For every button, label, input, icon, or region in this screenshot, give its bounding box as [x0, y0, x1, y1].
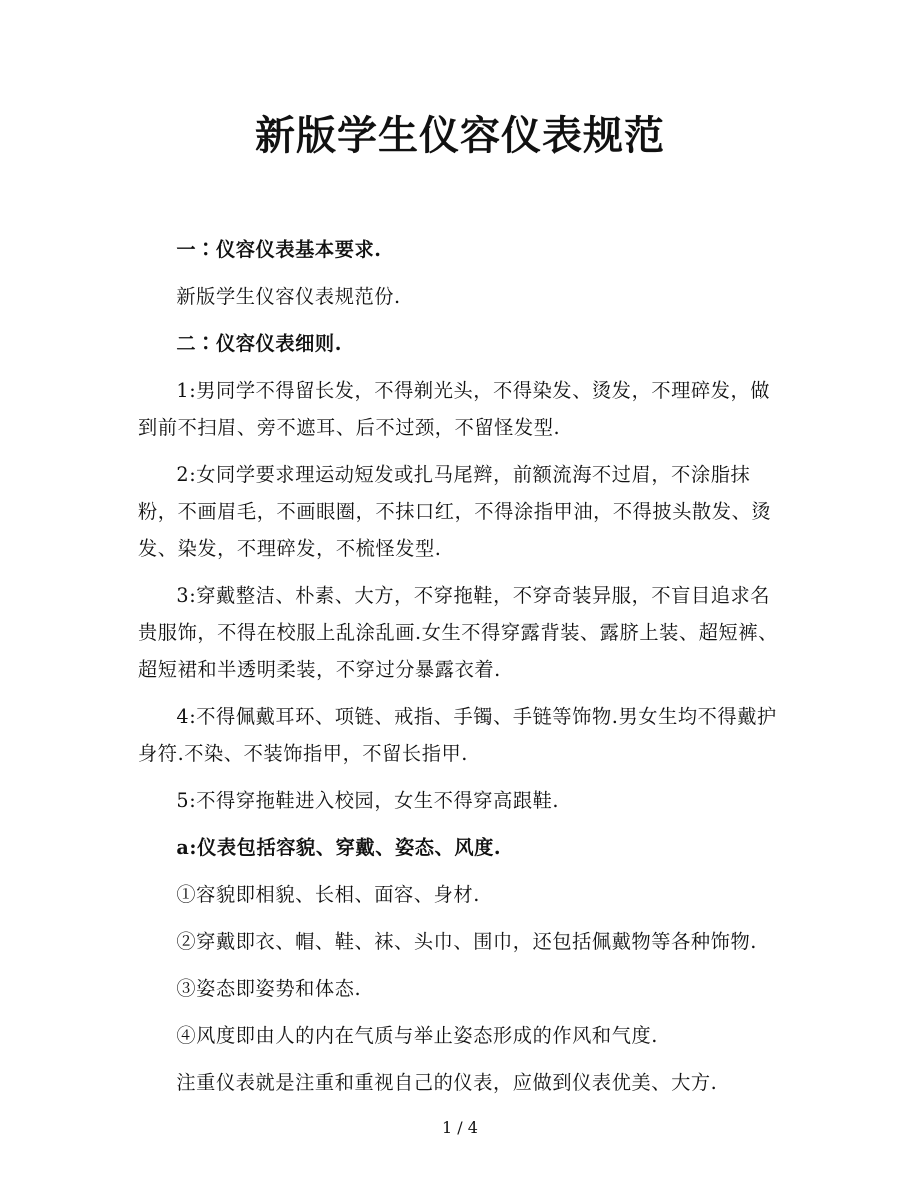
paragraph: 注重仪表就是注重和重视自己的仪表，应做到仪表优美、大方.	[176, 1071, 718, 1094]
section-heading: 一∶仪容仪表基本要求.	[176, 238, 382, 261]
definition-item: ③姿态即姿势和体态.	[176, 977, 362, 1000]
document-body	[138, 231, 784, 1111]
paragraph: 新版学生仪容仪表规范份.	[176, 285, 401, 308]
rule-item: 4:不得佩戴耳环、项链、戒指、手镯、手链等饰物.男女生均不得戴护身符.不染、不装饰指甲，不留长指甲.	[138, 705, 777, 765]
rule-item: 1:男同学不得留长发，不得剃光头，不得染发、烫发，不理碎发，做到前不扫眉、旁不遮耳、后不过颈，不留怪发型.	[138, 379, 771, 439]
definition-item: ④风度即由人的内在气质与举止姿态形成的作风和气度.	[176, 1024, 658, 1047]
definition-item: ①容貌即相貌、长相、面容、身材.	[176, 883, 480, 906]
rule-item: 5:不得穿拖鞋进入校园，女生不得穿高跟鞋.	[176, 789, 560, 812]
page-number: 1 / 4	[442, 1118, 478, 1137]
rule-item: 2:女同学要求理运动短发或扎马尾辫，前额流海不过眉，不涂脂抹粉，不画眉毛，不画眼圈，不抹口红，不得涂指甲油，不得披头散发、烫发、染发，不理碎发，不梳怪发型.	[138, 463, 772, 560]
rule-item: 3:穿戴整洁、朴素、大方，不穿拖鞋，不穿奇装异服，不盲目追求名贵服饰，不得在校服上乱涂乱画.女生不得穿露背装、露脐上装、超短裤、超短裙和半透明柔装，不穿过分暴露衣着.	[138, 584, 778, 681]
section-heading: 二∶仪容仪表细则.	[176, 332, 342, 355]
subsection-heading: a:仪表包括容貌、穿戴、姿态、风度.	[176, 836, 502, 859]
definition-item: ②穿戴即衣、帽、鞋、袜、头巾、围巾，还包括佩戴物等各种饰物.	[176, 930, 757, 953]
page-title: 新版学生仪容仪表规范	[255, 112, 665, 159]
